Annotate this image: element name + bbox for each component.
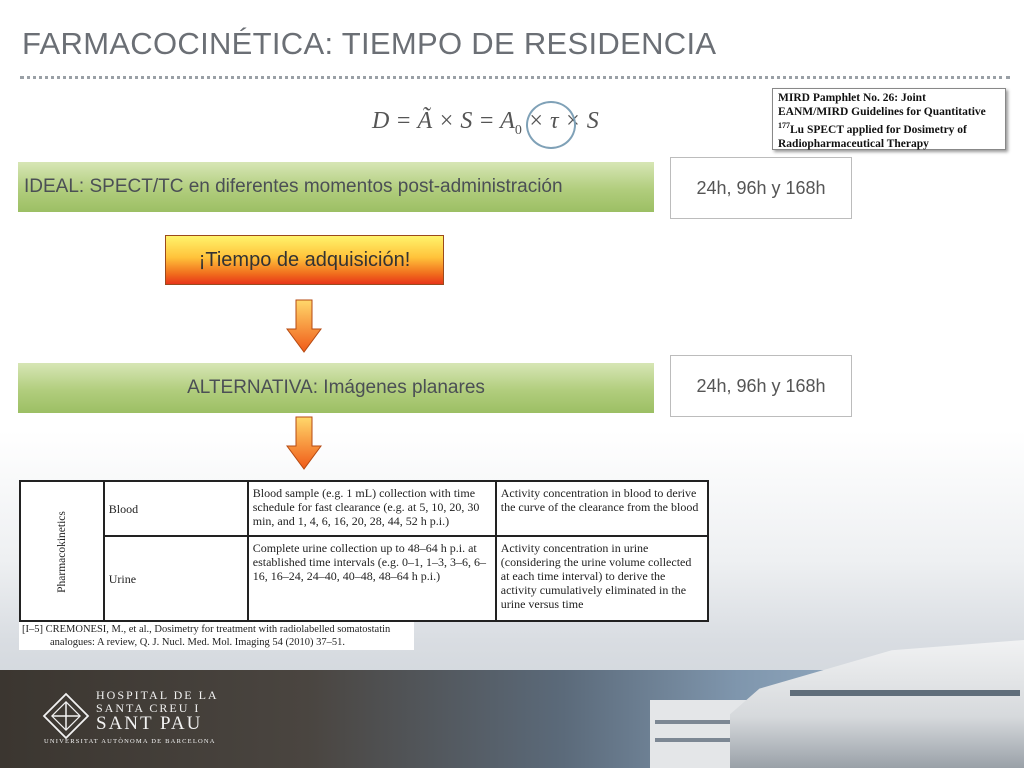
formula-lhs: D = <box>372 108 418 134</box>
ideal-times-box: 24h, 96h y 168h <box>670 157 852 219</box>
cell-blood-purpose: Activity concentration in blood to derive the curve of the clearance from the blood <box>496 481 708 536</box>
logo-text-line-2: SANTA CREU I <box>96 701 201 715</box>
cell-blood-method: Blood sample (e.g. 1 mL) collection with time schedule for fast clearance (e.g. at 5, 10, 20, 30 min, and 1, 4, 6, 16, 20, 28, 44, 52 h p.i.) <box>248 481 496 536</box>
logo-text-line-3: SANT PAU <box>96 713 203 734</box>
acquisition-time-box: ¡Tiempo de adquisición! <box>165 235 444 285</box>
formula-a-tilde: Ã <box>417 108 433 134</box>
row-label-blood: Blood <box>104 481 248 536</box>
ideal-bar: IDEAL: SPECT/TC en diferentes momentos post-administración <box>18 162 654 212</box>
down-arrow-icon <box>286 299 322 353</box>
cell-urine-method: Complete urine collection up to 48–64 h p.i. at established time intervals (e.g. 0–1, 1–3, 3–6, 6–16, 16–24, 24–40, 40–48, 48–64 h p.i.) <box>248 536 496 621</box>
ref-line-3-text: Lu SPECT applied for Dosimetry of <box>790 123 967 136</box>
mird-reference-box <box>772 88 1006 150</box>
formula-subscript: 0 <box>514 122 522 138</box>
formula-part1: × S = A <box>432 108 515 134</box>
ref-line-1: MIRD Pamphlet No. 26: Joint <box>778 92 926 104</box>
tau-highlight-circle <box>526 101 576 149</box>
ref-line-3 <box>778 119 1000 137</box>
citation-line-1: [I–5] CREMONESI, M., et al., Dosimetry for treatment with radiolabelled somatostatin <box>22 624 391 635</box>
citation <box>19 622 414 650</box>
hospital-emblem-icon <box>42 692 90 740</box>
ref-line-4: Radiopharmaceutical Therapy <box>778 137 929 150</box>
down-arrow-icon <box>286 416 322 470</box>
cell-urine-purpose: Activity concentration in urine (considering the urine volume collected at each time interval) to derive the activity cumulatively eliminated in the urine versus time <box>496 536 708 621</box>
slide-title: FARMACOCINÉTICA: TIEMPO DE RESIDENCIA <box>22 26 717 61</box>
logo-text-line-1: HOSPITAL DE LA <box>96 688 219 702</box>
title-divider <box>20 76 1010 79</box>
logo-university-line: UNIVERSITAT AUTÒNOMA DE BARCELONA <box>44 738 216 745</box>
row-label-urine: Urine <box>104 536 248 621</box>
pharmacokinetics-table <box>19 480 709 622</box>
table-row <box>20 481 708 536</box>
ref-line-2: EANM/MIRD Guidelines for Quantitative <box>778 106 986 118</box>
pharmacokinetics-table-image <box>19 480 709 622</box>
ref-isotope-mass: 177 <box>778 121 790 130</box>
table-vertical-label: Pharmacokinetics <box>20 481 104 621</box>
formula-part2: × τ × S <box>521 108 599 134</box>
alternative-bar: ALTERNATIVA: Imágenes planares <box>18 363 654 413</box>
building-windows <box>790 690 1020 696</box>
alternative-times-box: 24h, 96h y 168h <box>670 355 852 417</box>
table-row <box>20 536 708 621</box>
hospital-logo <box>42 688 219 750</box>
citation-line-2: analogues: A review, Q. J. Nucl. Med. Mol. Imaging 54 (2010) 37–51. <box>50 637 346 648</box>
